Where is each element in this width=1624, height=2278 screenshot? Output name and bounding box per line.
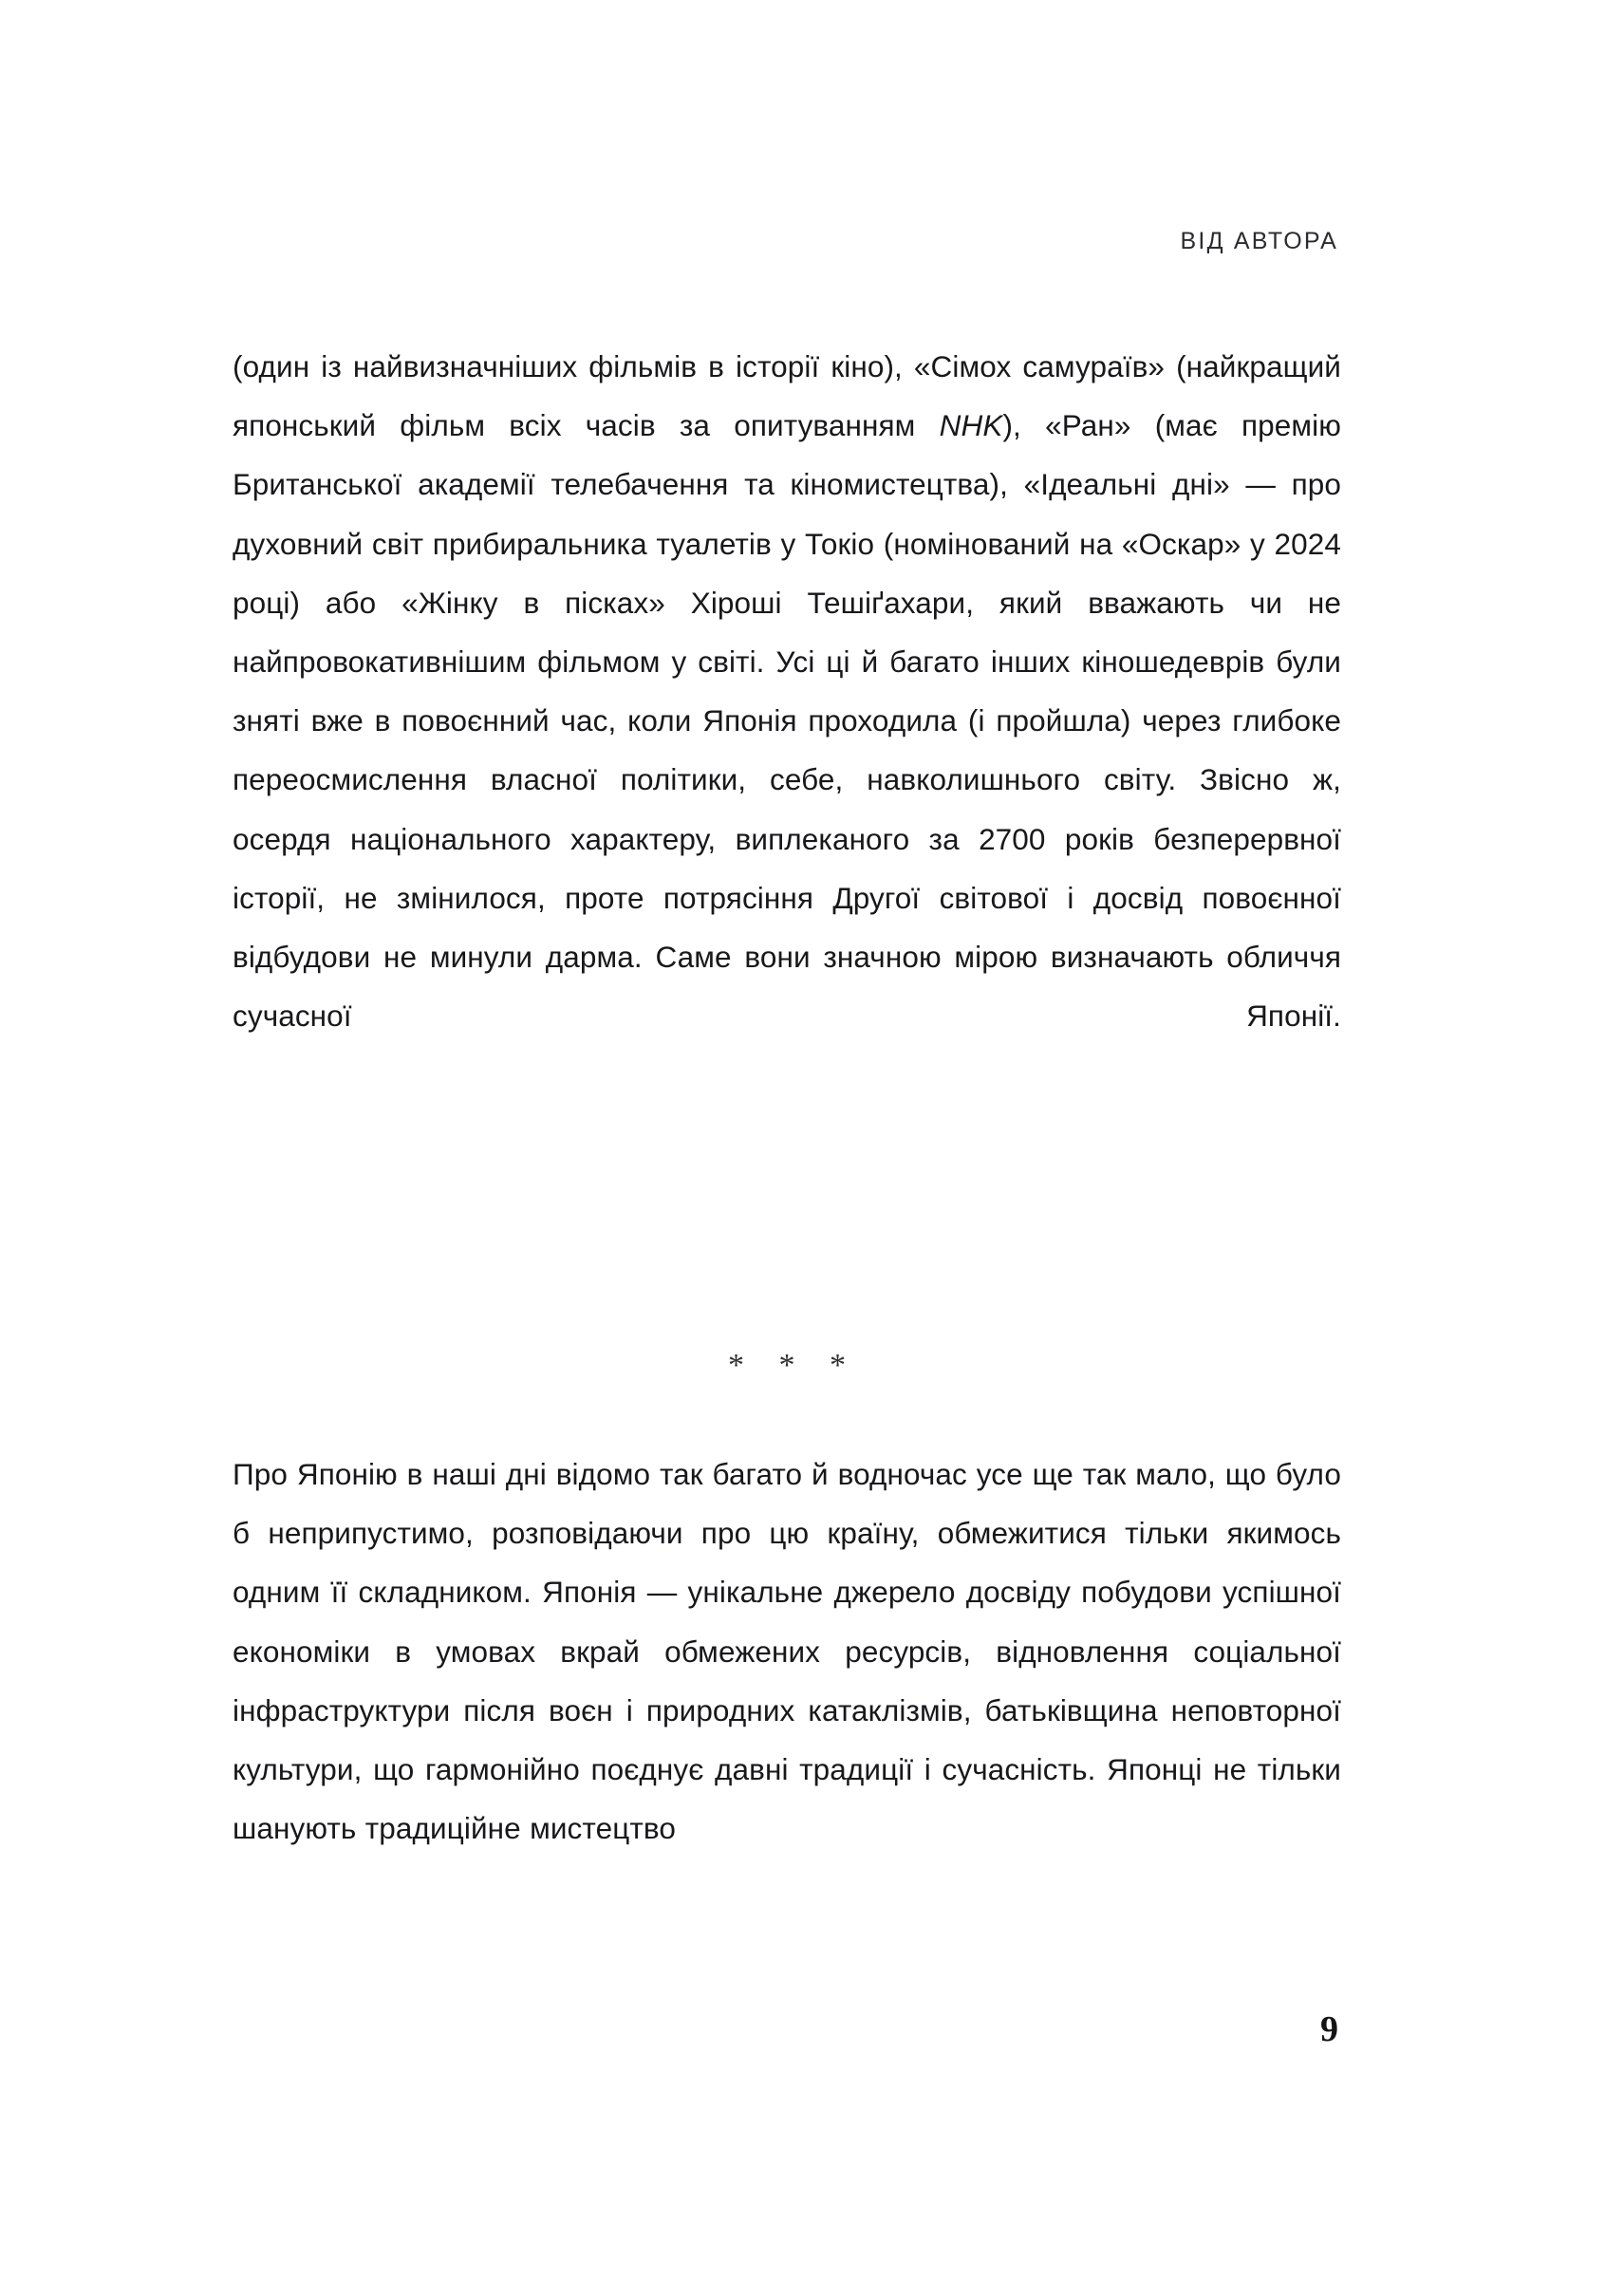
nhk-italic-term: NHK <box>939 408 1003 443</box>
section-separator: * * * <box>728 1348 859 1383</box>
paragraph-1-text-after-nhk: ), «Ран» (має премію Британської академії телебачення та кіномистецтва), «Ідеальні дні» — про духовний світ прибиральника туалетів у Токіо (номінований на «Оскар» у 2024 році) або «Жінку в пісках» Хіроші Тешіґахари, який вважають чи не найпровокативнішим фільмом у світі. Усі ці й багато інших кіношедеврів були зняті вже в повоєнний час, коли Японія проходила (і пройшла) через глибоке переосмислення власної політики, себе, навколишнього світу. Звісно ж, осердя національного характеру, виплеканого за 2700 років безперервної історії, не змінилося, проте потрясіння Другої світової і досвід повоєнної відбудови не минули дарма. Саме вони значною мірою визначають обличчя сучасної Японії. <box>233 408 1341 1034</box>
paragraph-1-text-before-nhk: (один із найвизначніших фільмів в історії кіно), «Сімох самураїв» (найкращий японський фільм всіх часів за опитуванням <box>233 349 1341 443</box>
paragraph-1 <box>233 337 1341 1105</box>
body-text-block-2 <box>233 1445 1341 1858</box>
paragraph-2: Про Японію в наші дні відомо так багато й водночас усе ще так мало, що було б неприпустимо, розповідаючи про цю країну, обмежитися тільки якимось одним її складником. Японія — унікальне джерело досвіду побудови успішної економіки в умовах вкрай обмежених ресурсів, відновлення соціальної інфраструктури після воєн і природних катаклізмів, батьківщина неповторної культури, що гармонійно поєднує давні традиції і сучасність. Японці не тільки шанують традиційне мистецтво <box>233 1457 1341 1846</box>
body-text-block-1 <box>233 337 1341 1105</box>
running-head: ВІД АВТОРА <box>1180 228 1338 254</box>
page-number: 9 <box>1320 2009 1338 2049</box>
